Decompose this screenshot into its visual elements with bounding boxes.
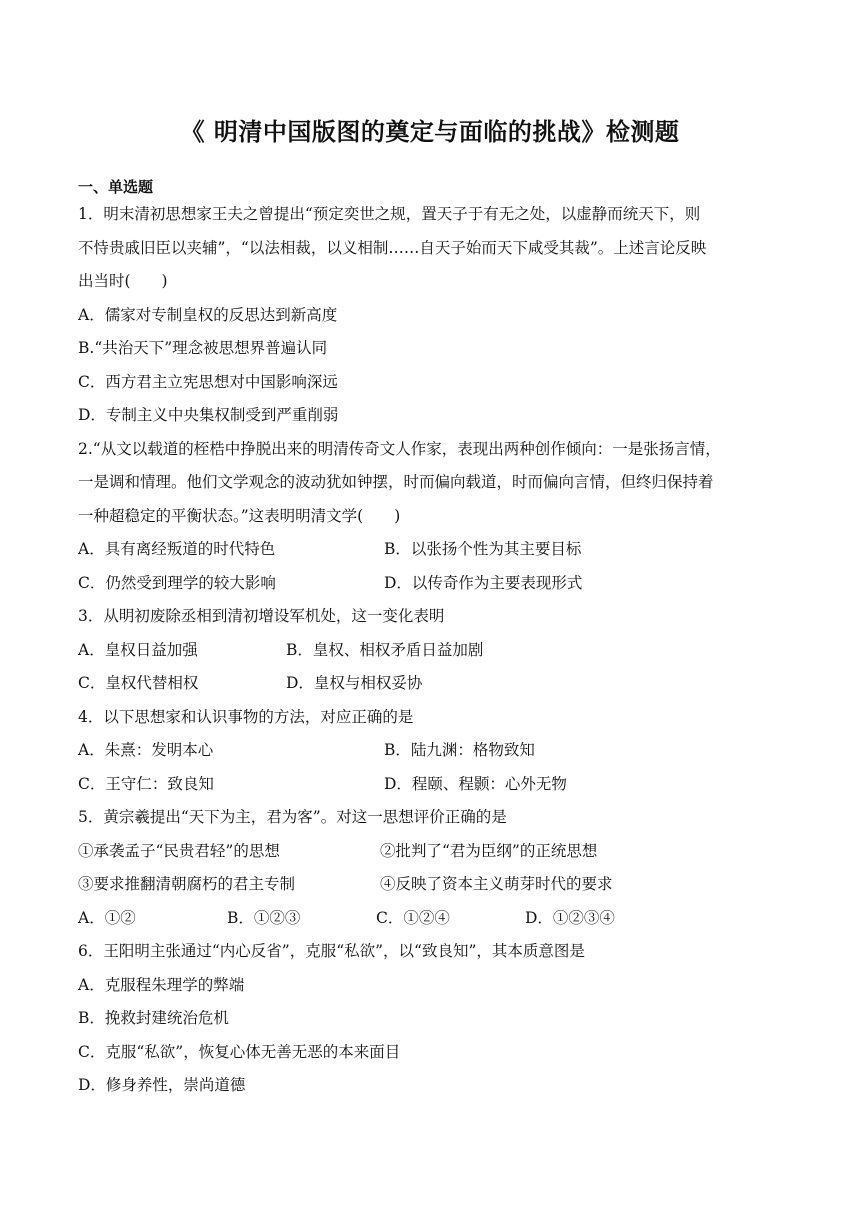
question-1 — [78, 198, 784, 433]
option-c: C．①②④ — [376, 908, 450, 927]
option-b: B.“共治天下”理念被思想界普遍认同 — [78, 339, 328, 357]
statement-row — [78, 835, 784, 869]
statement-4: ④反映了资本主义萌芽时代的要求 — [380, 875, 613, 893]
statement-2: ②批判了“君为臣纲”的正统思想 — [380, 841, 598, 860]
question-4 — [78, 701, 784, 802]
option-a: A．儒家对专制皇权的反思达到新高度 — [78, 305, 338, 324]
option-row — [78, 667, 784, 701]
option-row — [78, 634, 784, 668]
option-b: B．挽救封建统治危机 — [78, 1009, 229, 1027]
statement-1: ①承袭孟子“民贵君轻”的思想 — [78, 841, 280, 860]
statement-row — [78, 868, 784, 902]
option-a: A．克服程朱理学的弊端 — [78, 975, 245, 994]
option-b: B．以张扬个性为其主要目标 — [384, 540, 582, 558]
option-b: B．皇权、相权矛盾日益加剧 — [286, 640, 484, 659]
question-list — [78, 198, 784, 1103]
option-d: D．以传奇作为主要表现形式 — [384, 573, 583, 592]
option-b: B．①②③ — [227, 908, 301, 927]
option-row — [78, 533, 784, 567]
question-stem-line: 不恃贵戚旧臣以夹辅”，“以法相裁，以义相制……自天子始而天下咸受其裁”。上述言论反映 — [78, 238, 707, 257]
option-d: D．专制主义中央集权制受到严重削弱 — [78, 406, 339, 424]
option-a: A．皇权日益加强 — [78, 640, 198, 659]
question-stem-line: 3．从明初废除丞相到清初增设军机处，这一变化表明 — [78, 607, 445, 625]
option-c: C．王守仁：致良知 — [78, 774, 214, 793]
option-a: A．①② — [78, 908, 136, 927]
option-d: D．程颐、程颢：心外无物 — [384, 774, 567, 793]
page-title: 《 明清中国版图的奠定与面临的挑战》检测题 — [180, 118, 680, 146]
question-5 — [78, 801, 784, 935]
statement-3: ③要求推翻清朝腐朽的君主专制 — [78, 875, 296, 893]
option-c: C．仍然受到理学的较大影响 — [78, 573, 276, 592]
question-stem-line: 5．黄宗羲提出“天下为主，君为客”。对这一思想评价正确的是 — [78, 808, 507, 826]
option-a: A．具有离经叛道的时代特色 — [78, 540, 276, 558]
option-c: C．克服“私欲”，恢复心体无善无恶的本来面目 — [78, 1042, 401, 1061]
question-stem-line: 4．以下思想家和认识事物的方法，对应正确的是 — [78, 707, 414, 726]
option-b: B．陆九渊：格物致知 — [384, 741, 535, 759]
question-stem-line: 2.“从文以载道的桎梏中挣脱出来的明清传奇文人作家，表现出两种创作倾向：一是张扬言情， — [78, 439, 721, 458]
question-6 — [78, 935, 784, 1103]
question-stem-line: 6．王阳明主张通过“内心反省”，克服“私欲”，以“致良知”，其本质意图是 — [78, 942, 585, 960]
question-2 — [78, 433, 784, 601]
question-3 — [78, 600, 784, 701]
option-d: D．皇权与相权妥协 — [286, 674, 423, 692]
question-stem-line: 出当时( ) — [78, 272, 168, 290]
option-row — [78, 768, 784, 802]
section-heading: 一、单选题 — [78, 178, 154, 196]
option-c: C．西方君主立宪思想对中国影响深远 — [78, 372, 338, 391]
option-c: C．皇权代替相权 — [78, 674, 199, 692]
question-stem-line: 1．明末清初思想家王夫之曾提出“预定奕世之规，置天子于有无之处，以虚静而统天下，则 — [78, 205, 701, 223]
option-row — [78, 734, 784, 768]
option-row — [78, 902, 784, 936]
option-a: A．朱熹：发明本心 — [78, 741, 214, 759]
question-stem-line: 一是调和情理。他们文学观念的波动犹如钟摆，时而偏向载道，时而偏向言情，但终归保持着 — [78, 473, 714, 491]
option-d: D．修身养性，崇尚道德 — [78, 1076, 246, 1094]
option-row — [78, 567, 784, 601]
question-stem-line: 一种超稳定的平衡状态。”这表明明清文学( ) — [78, 506, 401, 525]
option-d: D．①②③④ — [525, 908, 615, 927]
